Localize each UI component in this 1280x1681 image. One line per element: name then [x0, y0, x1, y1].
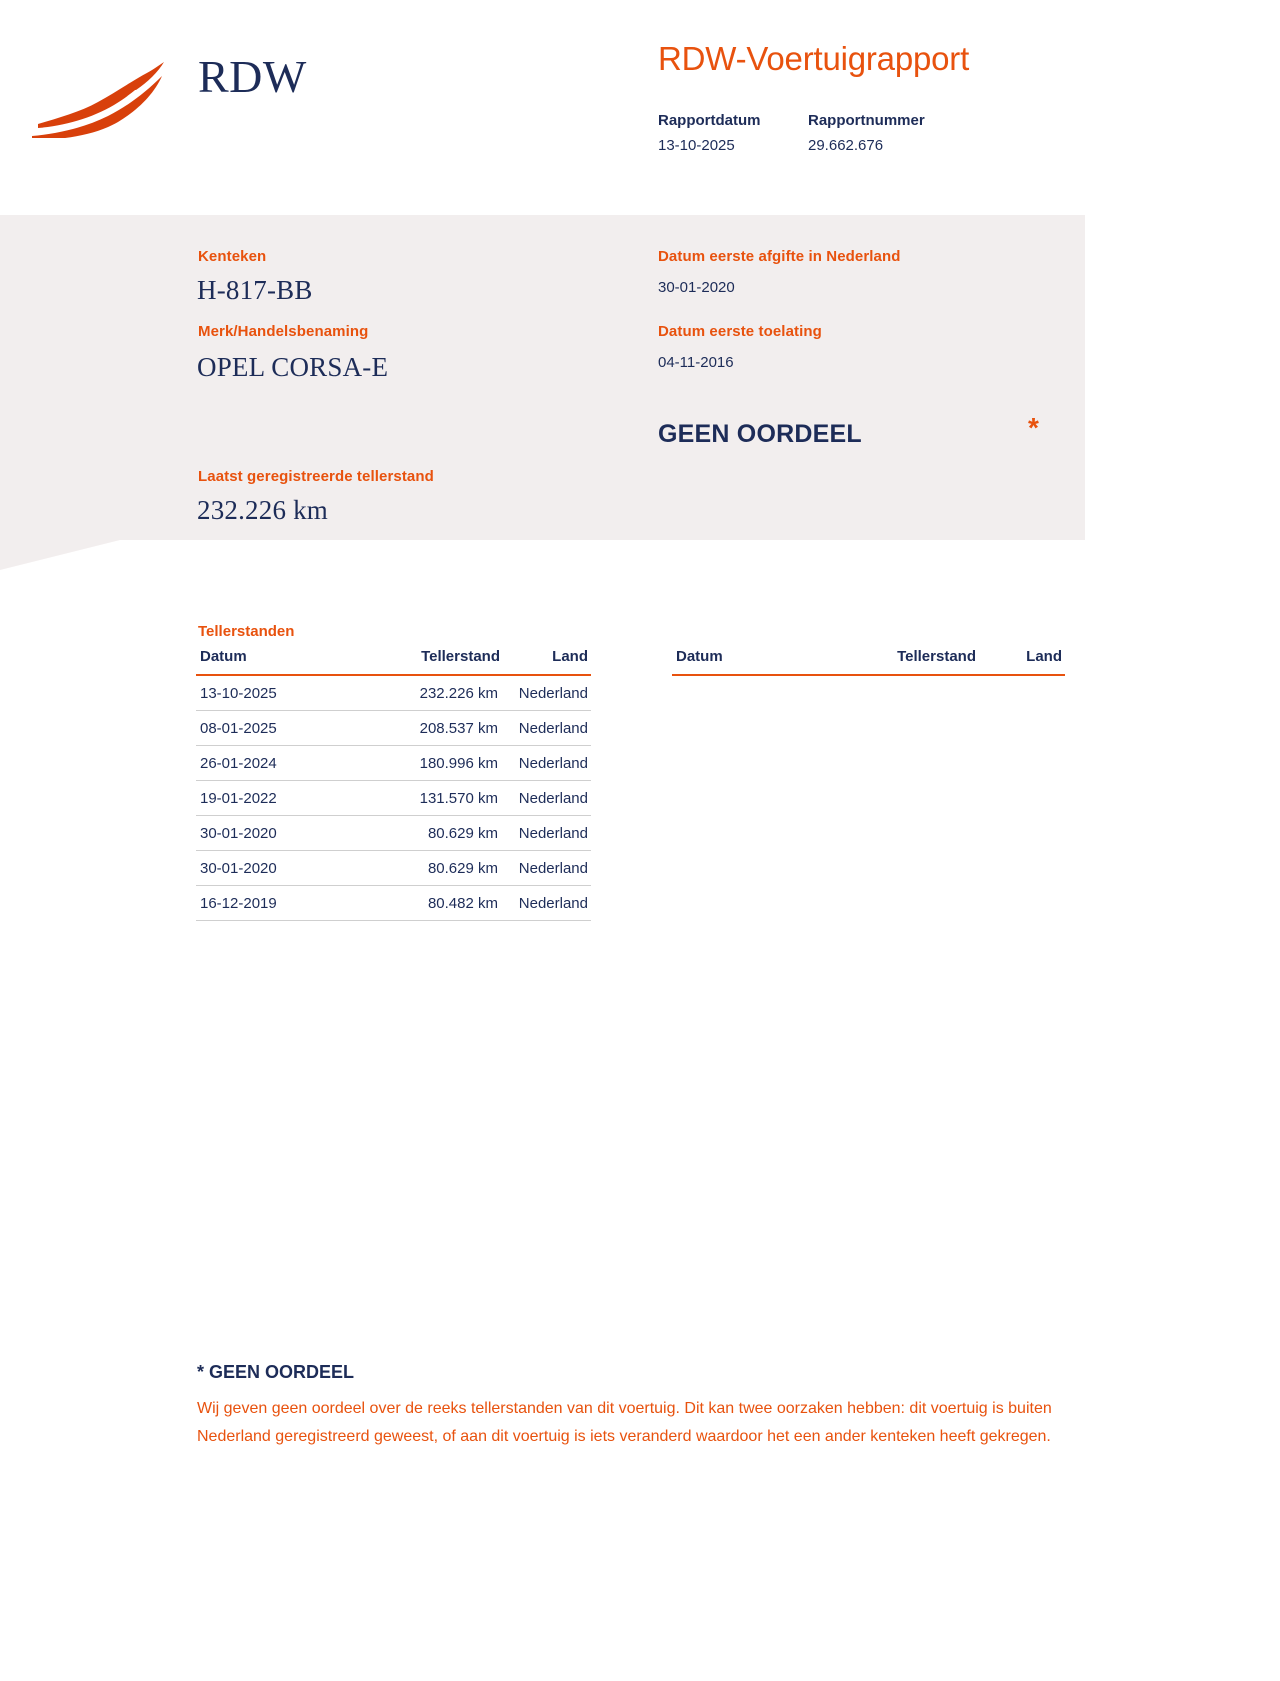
last-odometer-label: Laatst geregistreerde tellerstand: [198, 468, 434, 485]
odometer-table-left: [196, 648, 591, 921]
column-header-tellerstand: Tellerstand: [365, 648, 500, 675]
cell-land: Nederland: [500, 816, 591, 851]
cell-land: Nederland: [500, 851, 591, 886]
cell-datum: 30-01-2020: [196, 816, 365, 851]
table-row: [196, 781, 591, 816]
rdw-logo-text: RDW: [198, 51, 307, 102]
summary-band-notch: [0, 540, 120, 570]
cell-datum: 19-01-2022: [196, 781, 365, 816]
cell-datum: 26-01-2024: [196, 746, 365, 781]
cell-tellerstand: 232.226 km: [365, 675, 500, 711]
column-header-tellerstand: Tellerstand: [841, 648, 976, 675]
rdw-logo: [28, 28, 328, 148]
merk-value: OPEL CORSA-E: [197, 352, 389, 382]
footnote-title: * GEEN OORDEEL: [197, 1362, 355, 1382]
report-number-value: 29.662.676: [808, 137, 884, 154]
cell-datum: 08-01-2025: [196, 711, 365, 746]
column-header-land: Land: [500, 648, 591, 675]
cell-tellerstand: 208.537 km: [365, 711, 500, 746]
table-row: [196, 711, 591, 746]
first-registration-nl-label: Datum eerste afgifte in Nederland: [658, 248, 901, 265]
summary-band: [0, 215, 1085, 540]
cell-land: Nederland: [500, 675, 591, 711]
kenteken-label: Kenteken: [198, 248, 267, 265]
rdw-feather-logo-icon: [28, 58, 178, 138]
column-header-land: Land: [976, 648, 1065, 675]
first-admission-label: Datum eerste toelating: [658, 323, 822, 340]
merk-label: Merk/Handelsbenaming: [198, 323, 369, 340]
cell-tellerstand: 80.629 km: [365, 851, 500, 886]
cell-land: Nederland: [500, 886, 591, 921]
cell-land: Nederland: [500, 711, 591, 746]
report-meta: [658, 112, 925, 154]
cell-datum: 30-01-2020: [196, 851, 365, 886]
verdict-footnote-marker: *: [1028, 412, 1039, 443]
column-header-datum: Datum: [672, 648, 841, 675]
table-row: [196, 746, 591, 781]
verdict-badge: GEEN OORDEEL: [658, 420, 862, 448]
last-odometer-value: 232.226 km: [197, 495, 329, 525]
report-header: [0, 0, 1280, 215]
cell-tellerstand: 80.629 km: [365, 816, 500, 851]
first-registration-nl-value: 30-01-2020: [658, 279, 735, 296]
first-admission-value: 04-11-2016: [658, 354, 734, 371]
cell-land: Nederland: [500, 746, 591, 781]
kenteken-value: H-817-BB: [197, 275, 313, 305]
table-header-row: [196, 648, 591, 675]
table-header-row: [672, 648, 1065, 675]
report-title: RDW-Voertuigrapport: [658, 40, 970, 77]
report-date-value: 13-10-2025: [658, 137, 735, 154]
cell-datum: 16-12-2019: [196, 886, 365, 921]
odometer-table-left-body: [196, 675, 591, 921]
cell-land: Nederland: [500, 781, 591, 816]
table-row: [196, 675, 591, 711]
odometer-table-right: [672, 648, 1065, 676]
column-header-datum: Datum: [196, 648, 365, 675]
table-row: [196, 886, 591, 921]
footnote: [197, 1362, 1077, 1451]
cell-datum: 13-10-2025: [196, 675, 365, 711]
cell-tellerstand: 80.482 km: [365, 886, 500, 921]
footnote-body: Wij geven geen oordeel over de reeks tellerstanden van dit voertuig. Dit kan twee oorzaken hebben: dit voertuig is buiten Nederland geregistreerd geweest, of aan dit voertuig is iets veranderd waardoor het een ander kenteken heeft gekregen.: [197, 1400, 1052, 1445]
cell-tellerstand: 131.570 km: [365, 781, 500, 816]
cell-tellerstand: 180.996 km: [365, 746, 500, 781]
table-row: [196, 851, 591, 886]
table-row: [196, 816, 591, 851]
odometer-section-title: Tellerstanden: [198, 623, 295, 640]
report-number-label: Rapportnummer: [808, 112, 925, 129]
report-date-label: Rapportdatum: [658, 112, 761, 129]
